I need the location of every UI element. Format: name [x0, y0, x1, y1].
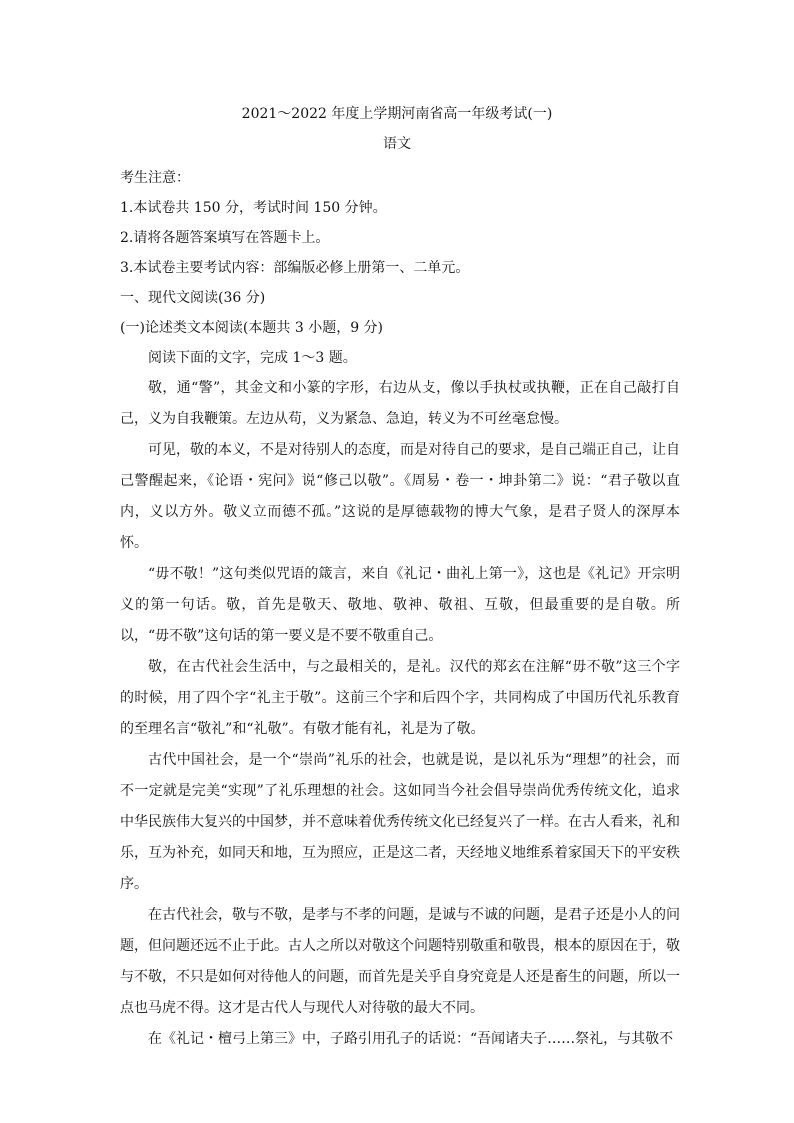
passage-paragraph: 在《礼记・檀弓上第三》中，子路引用孔子的话说：“吾闻诸夫子……祭礼，与其敬不: [148, 1031, 674, 1047]
note-item: 2.请将各题答案填写在答题卡上。: [120, 230, 330, 246]
reading-instruction: 阅读下面的文字，完成 1～3 题。: [148, 350, 357, 366]
exam-title: 2021～2022 年度上学期河南省高一年级考试(一): [241, 106, 553, 122]
passage-paragraph: 敬，在古代社会生活中，与之最相关的，是礼。汉代的郑玄在注解“毋不敬”这三个字的时候，用了四个字“礼主于敬”。这前三个字和后四个字，共同构成了中国历代礼乐教育的至理名言“敬礼”和“礼敬”。有敬才能有礼，礼是为了敬。: [120, 659, 680, 737]
subject-title: 语文: [383, 136, 411, 152]
notes-heading: 考生注意：: [120, 170, 190, 186]
passage-paragraph: 敬，通“警”，其金文和小篆的字形，右边从攴，像以手执杖或执鞭，正在自己敲打自己，义为自我鞭策。左边从苟，义为紧急、急迫，转义为不可丝毫怠慢。: [120, 380, 680, 427]
section-heading: 一、现代文阅读(36 分): [120, 290, 266, 306]
passage-paragraph: 可见，敬的本义，不是对待别人的态度，而是对待自己的要求，是自己端正自己，让自己警醒起来，《论语・宪问》说“修己以敬”。《周易・卷一・坤卦第二》说：“君子敬以直内，义以方外。敬义立而德不孤。”这说的是厚德载物的博大气象，是君子贤人的深厚本怀。: [120, 442, 680, 551]
section-subheading: (一)论述类文本阅读(本题共 3 小题，9 分): [120, 320, 384, 336]
exam-body: [120, 163, 680, 1055]
note-item: 3.本试卷主要考试内容：部编版必修上册第一、二单元。: [120, 260, 470, 276]
note-item: 1.本试卷共 150 分，考试时间 150 分钟。: [120, 200, 387, 216]
passage-paragraph: 在古代社会，敬与不敬，是孝与不孝的问题，是诚与不诚的问题，是君子还是小人的问题，但问题还远不止于此。古人之所以对敬这个问题特别敬重和敬畏，根本的原因在于，敬与不敬，不只是如何对待他人的问题，而首先是关乎自身究竟是人还是畜生的问题，所以一点也马虎不得。这才是古代人与现代人对待敬的最大不同。: [120, 907, 680, 1016]
passage-paragraph: “毋不敬！”这句类似咒语的箴言，来自《礼记・曲礼上第一》，这也是《礼记》开宗明义的第一句话。敬，首先是敬天、敬地、敬神、敬祖、互敬，但最重要的是自敬。所以，“毋不敬”这句话的第一要义是不要不敬重自己。: [120, 566, 680, 644]
passage-paragraph: 古代中国社会，是一个“崇尚”礼乐的社会，也就是说，是以礼乐为“理想”的社会，而不一定就是完美“实现”了礼乐理想的社会。这如同当今社会倡导崇尚优秀传统文化，追求中华民族伟大复兴的中国梦，并不意味着优秀传统文化已经复兴了一样。在古人看来，礼和乐，互为补充，如同天和地，互为照应，正是这二者，天经地义地维系着家国天下的平安秩序。: [120, 752, 680, 892]
